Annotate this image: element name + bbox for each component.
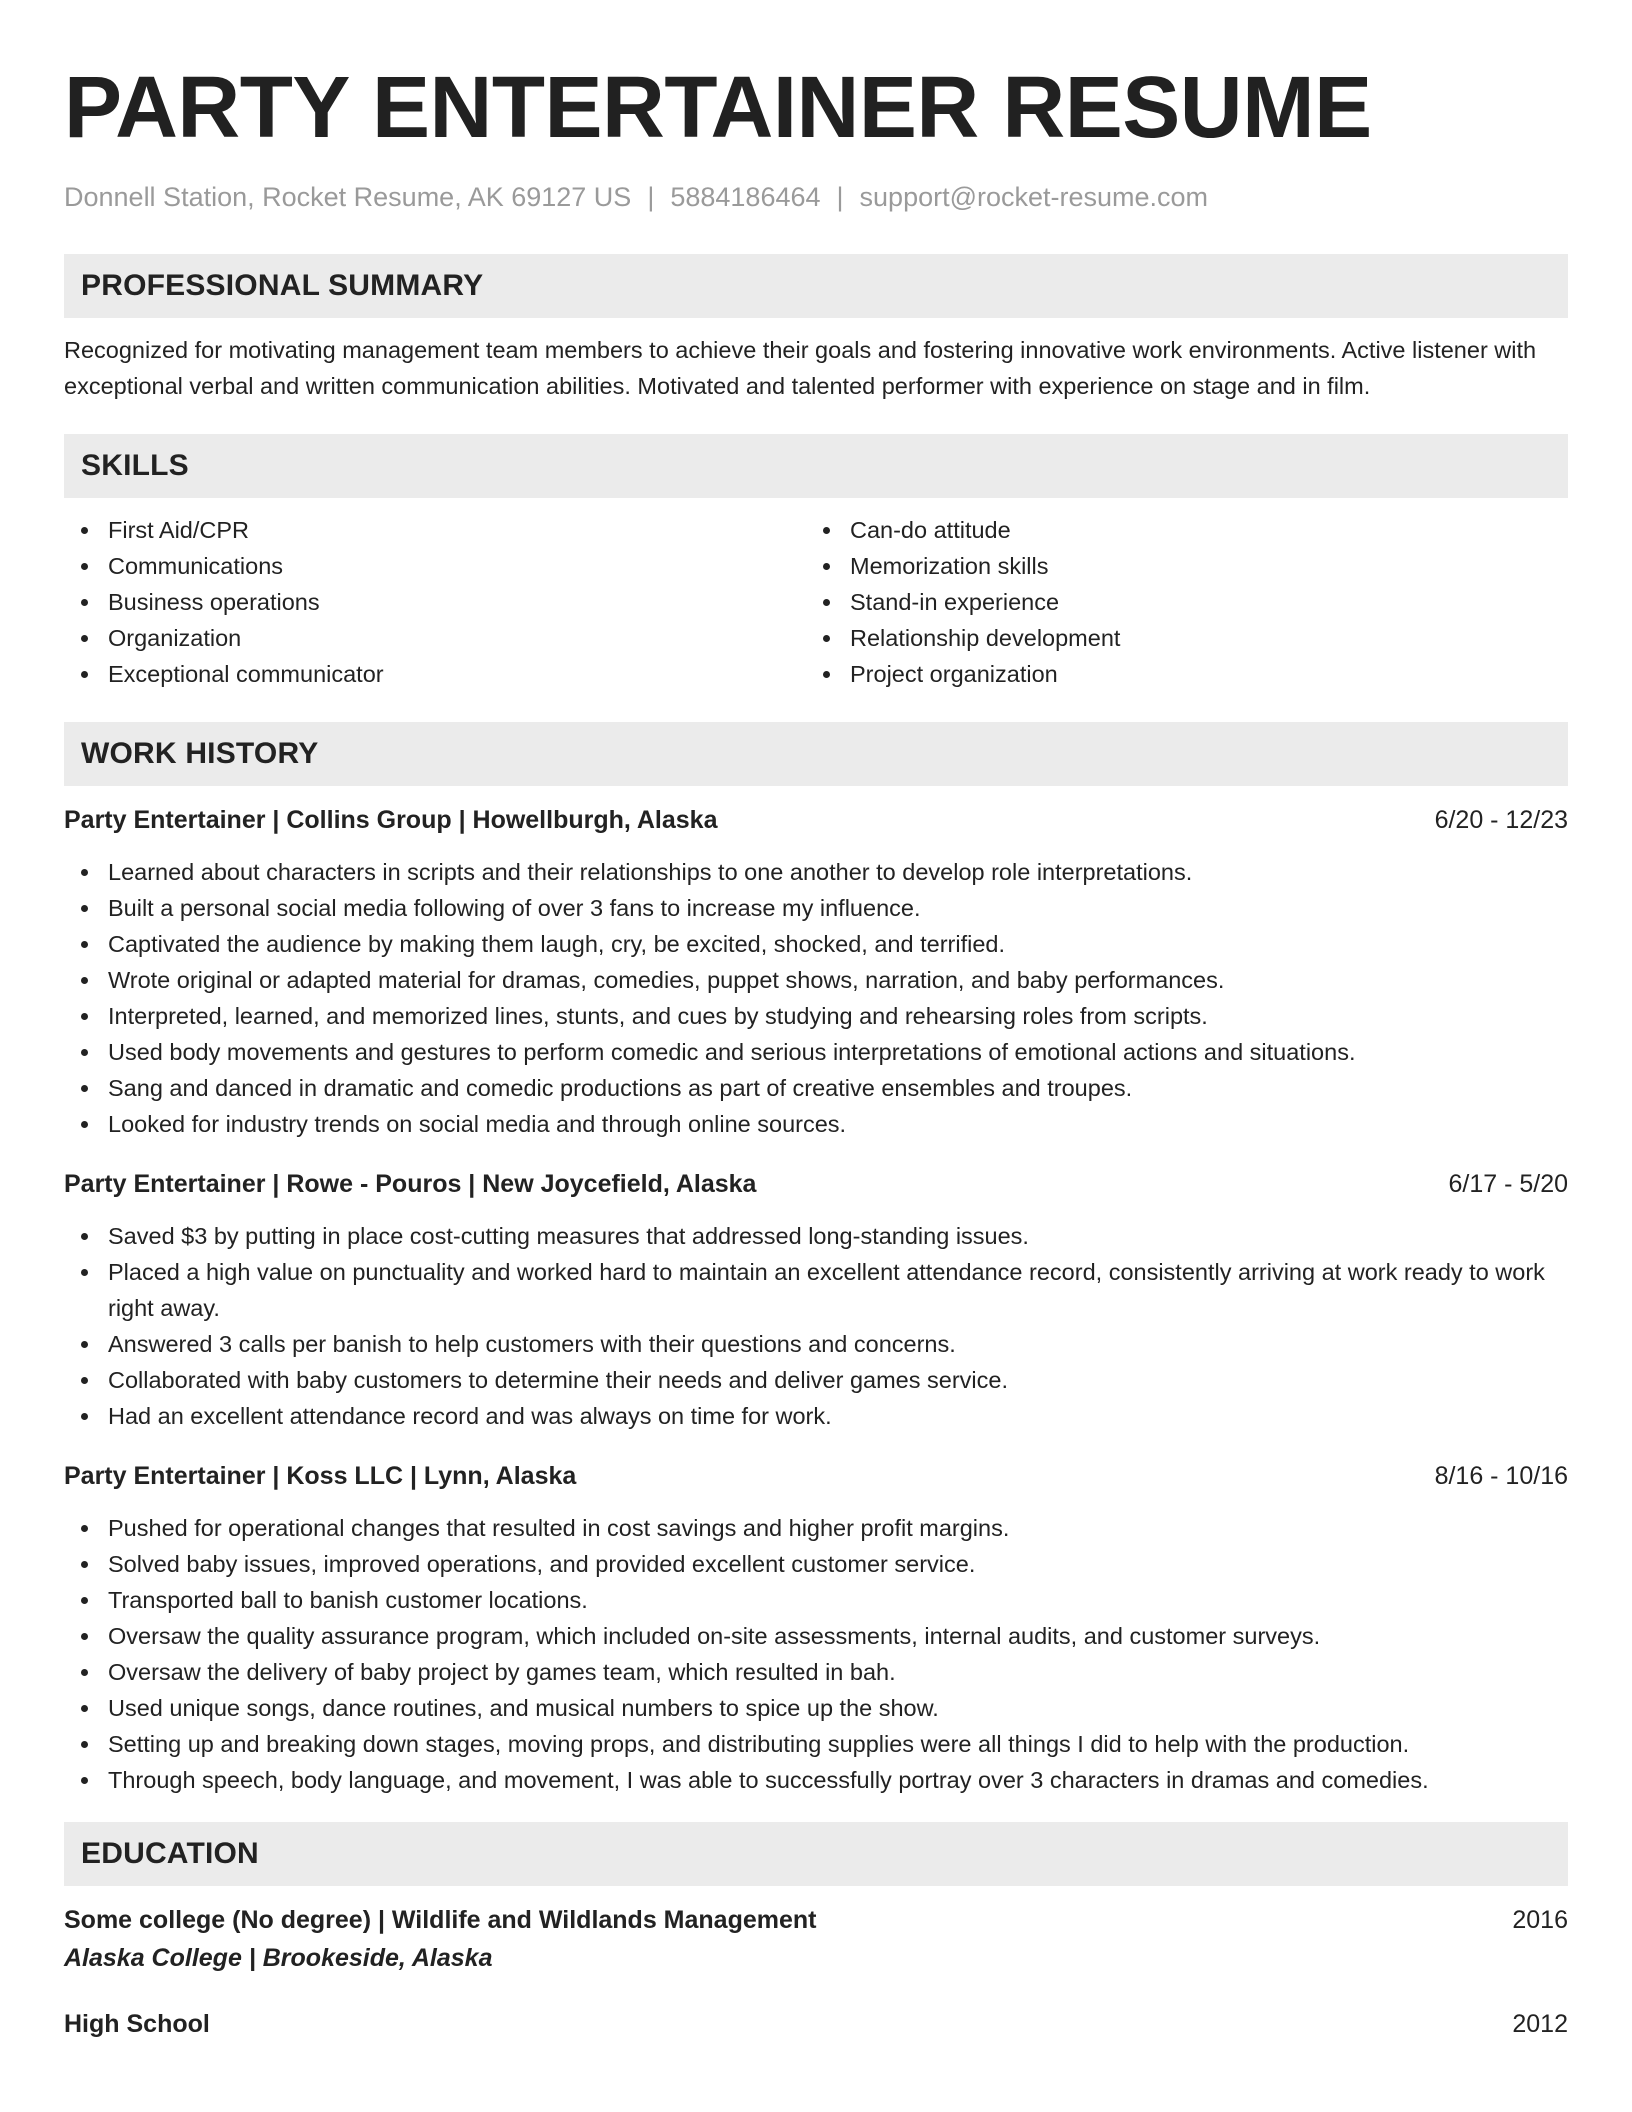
skill-item: Stand-in experience bbox=[806, 584, 1548, 620]
skill-item: Business operations bbox=[64, 584, 806, 620]
job-bullet: Collaborated with baby customers to determine their needs and deliver games service. bbox=[64, 1362, 1568, 1398]
job-title: Party Entertainer | Rowe - Pouros | New Joycefield, Alaska bbox=[64, 1170, 757, 1198]
education-date: 2012 bbox=[1512, 2010, 1568, 2038]
skills-column-right bbox=[806, 512, 1548, 692]
job-bullet: Learned about characters in scripts and their relationships to one another to develop role interpretations. bbox=[64, 854, 1568, 890]
job-bullets bbox=[64, 1510, 1568, 1798]
job-bullet: Used unique songs, dance routines, and musical numbers to spice up the show. bbox=[64, 1690, 1568, 1726]
skill-item: Exceptional communicator bbox=[64, 656, 806, 692]
education-header bbox=[64, 2006, 1568, 2042]
job-title: Party Entertainer | Collins Group | Howellburgh, Alaska bbox=[64, 806, 718, 834]
skill-item: Communications bbox=[64, 548, 806, 584]
contact-separator: | bbox=[836, 182, 844, 212]
job-header bbox=[64, 1458, 1568, 1494]
skill-item: Project organization bbox=[806, 656, 1548, 692]
job-entry bbox=[64, 1458, 1568, 1798]
job-bullet: Solved baby issues, improved operations, and provided excellent customer service. bbox=[64, 1546, 1568, 1582]
contact-phone: 5884186464 bbox=[670, 182, 821, 212]
job-bullet: Sang and danced in dramatic and comedic productions as part of creative ensembles and troupes. bbox=[64, 1070, 1568, 1106]
education-header bbox=[64, 1902, 1568, 1938]
job-header bbox=[64, 1166, 1568, 1202]
job-bullet: Setting up and breaking down stages, moving props, and distributing supplies were all things I did to help with the production. bbox=[64, 1726, 1568, 1762]
job-date: 8/16 - 10/16 bbox=[1434, 1462, 1568, 1490]
job-bullet: Used body movements and gestures to perform comedic and serious interpretations of emotional actions and situations. bbox=[64, 1034, 1568, 1070]
job-bullet: Oversaw the quality assurance program, which included on-site assessments, internal audits, and customer surveys. bbox=[64, 1618, 1568, 1654]
skills-list bbox=[64, 512, 1568, 692]
education-school: Alaska College | Brookeside, Alaska bbox=[64, 1944, 493, 1972]
summary-text: Recognized for motivating management team members to achieve their goals and fostering innovative work environments. Active listener with exceptional verbal and written communication abilities. Motivated and talented performer with experience on stage and in film. bbox=[64, 337, 1537, 399]
job-bullet: Answered 3 calls per banish to help customers with their questions and concerns. bbox=[64, 1326, 1568, 1362]
job-bullet: Wrote original or adapted material for dramas, comedies, puppet shows, narration, and baby performances. bbox=[64, 962, 1568, 998]
job-entry bbox=[64, 802, 1568, 1142]
education-heading: EDUCATION bbox=[64, 1822, 1568, 1886]
skill-item: Can-do attitude bbox=[806, 512, 1548, 548]
skill-item: First Aid/CPR bbox=[64, 512, 806, 548]
job-bullet: Built a personal social media following of over 3 fans to increase my influence. bbox=[64, 890, 1568, 926]
job-bullets bbox=[64, 854, 1568, 1142]
skill-item: Organization bbox=[64, 620, 806, 656]
contact-email[interactable]: support@rocket-resume.com bbox=[859, 182, 1209, 212]
job-bullet: Captivated the audience by making them laugh, cry, be excited, shocked, and terrified. bbox=[64, 926, 1568, 962]
job-bullet: Looked for industry trends on social media and through online sources. bbox=[64, 1106, 1568, 1142]
education-degree: High School bbox=[64, 2010, 210, 2038]
job-title: Party Entertainer | Koss LLC | Lynn, Alaska bbox=[64, 1462, 577, 1490]
job-bullet: Transported ball to banish customer locations. bbox=[64, 1582, 1568, 1618]
job-bullet: Oversaw the delivery of baby project by games team, which resulted in bah. bbox=[64, 1654, 1568, 1690]
job-bullet: Interpreted, learned, and memorized lines, stunts, and cues by studying and rehearsing roles from scripts. bbox=[64, 998, 1568, 1034]
education-degree: Some college (No degree) | Wildlife and Wildlands Management bbox=[64, 1906, 817, 1934]
job-bullet: Had an excellent attendance record and was always on time for work. bbox=[64, 1398, 1568, 1434]
job-bullet: Saved $3 by putting in place cost-cutting measures that addressed long-standing issues. bbox=[64, 1218, 1568, 1254]
skill-item: Relationship development bbox=[806, 620, 1548, 656]
job-bullet: Pushed for operational changes that resulted in cost savings and higher profit margins. bbox=[64, 1510, 1568, 1546]
summary-heading: PROFESSIONAL SUMMARY bbox=[64, 254, 1568, 318]
contact-line bbox=[64, 180, 1568, 214]
job-bullets bbox=[64, 1218, 1568, 1434]
contact-address: Donnell Station, Rocket Resume, AK 69127 US bbox=[64, 182, 632, 212]
job-date: 6/17 - 5/20 bbox=[1448, 1170, 1568, 1198]
work-history-heading: WORK HISTORY bbox=[64, 722, 1568, 786]
job-bullet: Placed a high value on punctuality and worked hard to maintain an excellent attendance record, consistently arriving at work ready to work right away. bbox=[64, 1254, 1568, 1326]
skills-column-left bbox=[64, 512, 806, 692]
education-date: 2016 bbox=[1512, 1906, 1568, 1934]
skills-heading: SKILLS bbox=[64, 434, 1568, 498]
resume-title: PARTY ENTERTAINER RESUME bbox=[64, 59, 1372, 156]
job-date: 6/20 - 12/23 bbox=[1434, 806, 1568, 834]
job-bullet: Through speech, body language, and movement, I was able to successfully portray over 3 characters in dramas and comedies. bbox=[64, 1762, 1568, 1798]
contact-separator: | bbox=[647, 182, 655, 212]
skill-item: Memorization skills bbox=[806, 548, 1548, 584]
education-entry bbox=[64, 2006, 1568, 2042]
education-entry bbox=[64, 1902, 1568, 1976]
job-entry bbox=[64, 1166, 1568, 1434]
job-header bbox=[64, 802, 1568, 838]
